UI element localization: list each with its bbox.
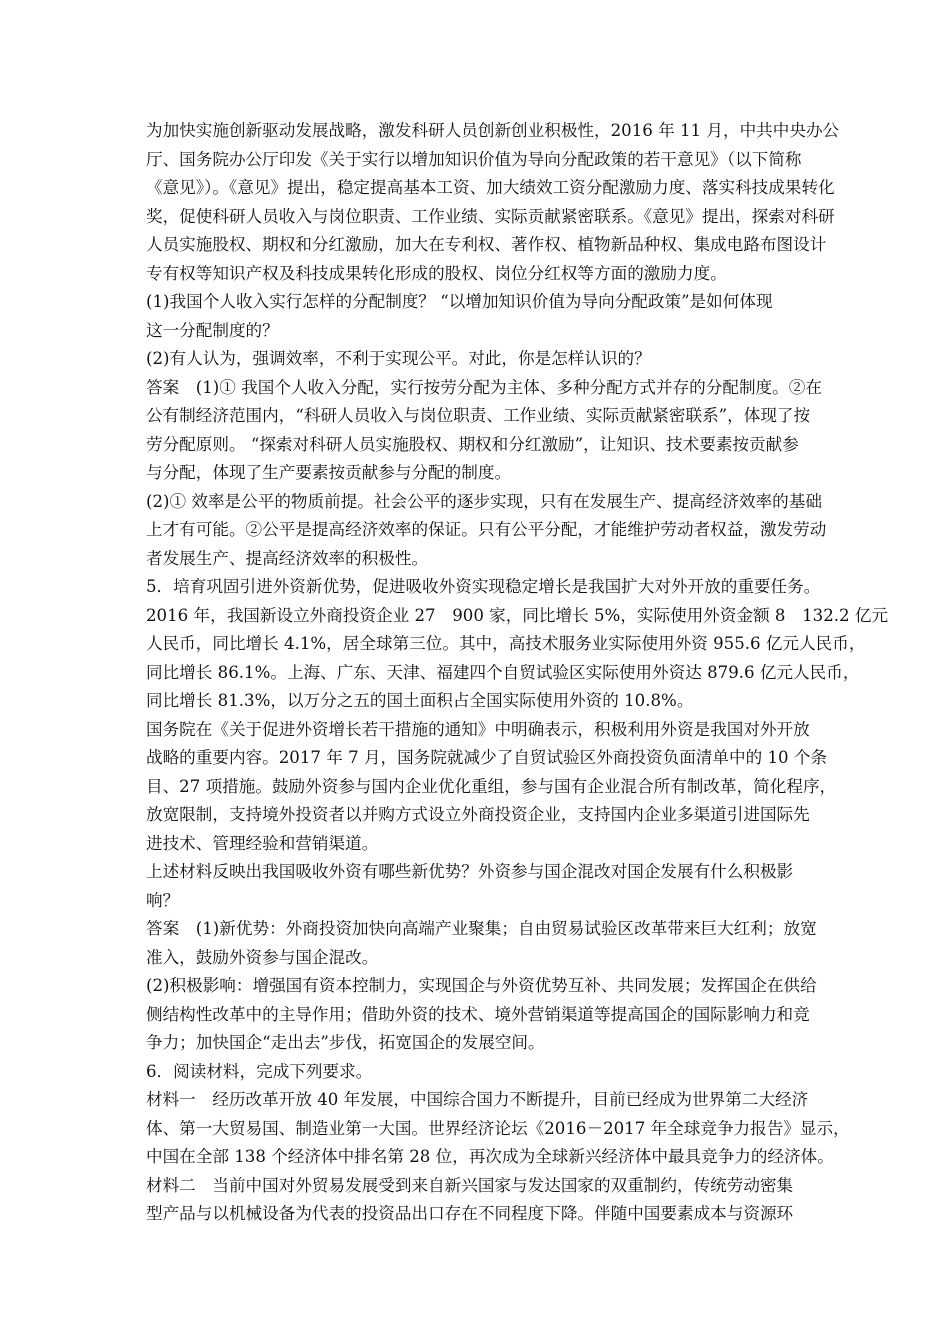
text-line: 5．培育巩固引进外资新优势，促进吸收外资实现稳定增长是我国扩大对外开放的重要任务。 [146, 577, 821, 596]
text-line: 上述材料反映出我国吸收外资有哪些新优势？外资参与国企混改对国企发展有什么积极影 [146, 862, 794, 881]
text-line: (2)① 效率是公平的物质前提。社会公平的逐步实现，只有在发展生产、提高经济效率的基础 [146, 491, 822, 511]
text-line: (2)积极影响：增强国有资本控制力，实现国企与外资优势互补、共同发展；发挥国企在供给 [146, 976, 817, 995]
text-line: 体、第一大贸易国、制造业第一大国。世界经济论坛《2016－2017 年全球竞争力报告》显示， [146, 1118, 850, 1138]
text-line: 厅、国务院办公厅印发《关于实行以增加知识价值为导向分配政策的若干意见》（以下简称 [146, 149, 802, 169]
text-line: 劳分配原则。 “探索对科研人员实施股权、期权和分红激励”，让知识、技术要素按贡献参 [146, 434, 799, 454]
text-line: 专有权等知识产权及科技成果转化形成的股权、岗位分红权等方面的激励力度。 [146, 263, 727, 283]
text-line: 《意见》）。《意见》提出，稳定提高基本工资、加大绩效工资分配激励力度、落实科技成果转化 [146, 178, 835, 197]
text-line: 侧结构性改革中的主导作用；借助外资的技术、境外营销渠道等提高国企的国际影响力和竞 [146, 1004, 810, 1024]
text-line: 争力；加快国企“走出去”步伐，拓宽国企的发展空间。 [146, 1033, 545, 1052]
text-line: 人民币，同比增长 4.1%，居全球第三位。其中，高技术服务业实际使用外资 955.6 亿元人民币， [146, 634, 866, 653]
text-line: 与分配，体现了生产要素按贡献参与分配的制度。 [146, 463, 512, 482]
text-line: 者发展生产、提高经济效率的积极性。 [146, 548, 429, 568]
text-line: 6．阅读材料，完成下列要求。 [146, 1061, 373, 1081]
text-line: 战略的重要内容。2017 年 7 月，国务院就减少了自贸试验区外商投资负面清单中的 10 个条 [146, 748, 828, 767]
text-line: 放宽限制，支持境外投资者以并购方式设立外商投资企业，支持国内企业多渠道引进国际先 [146, 805, 810, 824]
text-line: 人员实施股权、期权和分红激励，加大在专利权、著作权、植物新品种权、集成电路布图设计 [146, 235, 827, 254]
text-line: (1)我国个人收入实行怎样的分配制度？ “以增加知识价值为导向分配政策”是如何体现 [146, 292, 773, 311]
text-line: 2016 年，我国新设立外商投资企业 27 900 家，同比增长 5%，实际使用外资金额 8 132.2 亿元 [146, 605, 889, 625]
text-line: 材料二 当前中国对外贸易发展受到来自新兴国家与发达国家的双重制约，传统劳动密集 [146, 1175, 794, 1195]
text-line: 进技术、管理经验和营销渠道。 [146, 833, 379, 853]
text-line: (2)有人认为，强调效率，不利于实现公平。对此，你是怎样认识的？ [146, 349, 651, 368]
text-line: 目、27 项措施。鼓励外资参与国内企业优化重组，参与国有企业混合所有制改革，简化程序， [146, 776, 837, 796]
text-line: 上才有可能。②公平是提高经济效率的保证。只有公平分配，才能维护劳动者权益，激发劳动 [146, 520, 827, 539]
text-line: 国务院在《关于促进外资增长若干措施的通知》中明确表示，积极利用外资是我国对外开放 [146, 719, 810, 739]
text-line: 为加快实施创新驱动发展战略，激发科研人员创新创业积极性，2016 年 11 月，中共中央办公 [146, 121, 840, 140]
text-line: 材料一 经历改革开放 40 年发展，中国综合国力不断提升，目前已经成为世界第二大经济 [146, 1090, 809, 1109]
text-line: 同比增长 86.1%。上海、广东、天津、福建四个自贸试验区实际使用外资达 879.6 亿元人民币， [146, 662, 860, 682]
text-line: 奖，促使科研人员收入与岗位职责、工作业绩、实际贡献紧密联系。《意见》提出，探索对科研 [146, 206, 835, 226]
text-line: 同比增长 81.3%，以万分之五的国土面积占全国实际使用外资的 10.8%。 [146, 691, 694, 710]
text-line: 中国在全部 138 个经济体中排名第 28 位，再次成为全球新兴经济体中最具竞争力的经济体。 [146, 1147, 834, 1166]
text-line: 准入，鼓励外资参与国企混改。 [146, 947, 379, 967]
text-line: 响？ [146, 890, 180, 910]
text-line: 这一分配制度的？ [146, 320, 279, 340]
text-line: 答案 (1)新优势：外商投资加快向高端产业聚集；自由贸易试验区改革带来巨大红利；放宽 [146, 919, 817, 938]
text-line: 公有制经济范围内，“科研人员收入与岗位职责、工作业绩、实际贡献紧密联系”，体现了按 [146, 406, 811, 425]
text-line: 答案 (1)① 我国个人收入分配，实行按劳分配为主体、多种分配方式并存的分配制度。②在 [146, 377, 822, 397]
text-line: 型产品与以机械设备为代表的投资品出口存在不同程度下降。伴随中国要素成本与资源环 [146, 1204, 794, 1223]
